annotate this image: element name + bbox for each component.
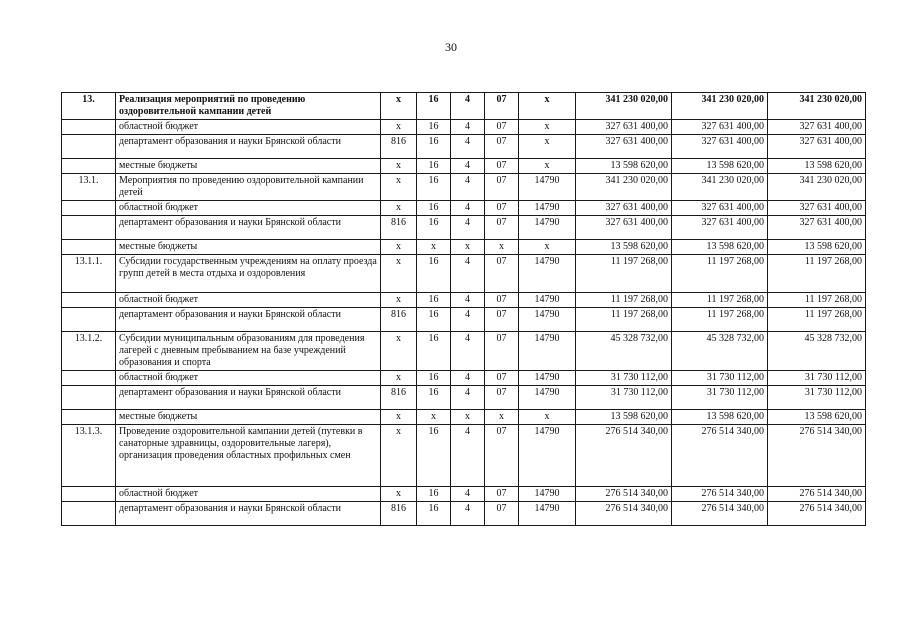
code-subprogram: 4 <box>451 159 485 174</box>
amount-year-2: 327 631 400,00 <box>672 120 768 135</box>
row-title: Проведение оздоровительной кампании детей (путевки в санаторные здравницы, оздоровительные лагеря), организация проведения областных профильных смен <box>116 425 381 487</box>
row-number: 13. <box>62 93 116 120</box>
code-grbs: х <box>381 174 417 201</box>
row-title: Субсидии государственным учреждениям на оплату проезда групп детей в места отдыха и оздоровления <box>116 255 381 293</box>
row-number <box>62 159 116 174</box>
code-subprogram: 4 <box>451 308 485 332</box>
code-grbs: 816 <box>381 135 417 159</box>
amount-year-2: 276 514 340,00 <box>672 502 768 526</box>
row-title: департамент образования и науки Брянской области <box>116 308 381 332</box>
amount-year-3: 327 631 400,00 <box>768 135 866 159</box>
row-title: областной бюджет <box>116 120 381 135</box>
code-program: 16 <box>417 216 451 240</box>
row-number <box>62 293 116 308</box>
code-section: 07 <box>485 201 519 216</box>
amount-year-2: 327 631 400,00 <box>672 201 768 216</box>
amount-year-1: 327 631 400,00 <box>576 201 672 216</box>
code-subprogram: 4 <box>451 487 485 502</box>
code-program: 16 <box>417 135 451 159</box>
amount-year-3: 13 598 620,00 <box>768 240 866 255</box>
table-row <box>62 120 866 135</box>
code-subprogram: 4 <box>451 174 485 201</box>
table-row <box>62 93 866 120</box>
amount-year-3: 327 631 400,00 <box>768 216 866 240</box>
amount-year-3: 341 230 020,00 <box>768 174 866 201</box>
code-section: 07 <box>485 120 519 135</box>
row-number <box>62 240 116 255</box>
row-number: 13.1.1. <box>62 255 116 293</box>
code-target: х <box>519 135 576 159</box>
code-subprogram: х <box>451 410 485 425</box>
code-grbs: 816 <box>381 308 417 332</box>
amount-year-3: 341 230 020,00 <box>768 93 866 120</box>
code-grbs: х <box>381 93 417 120</box>
row-title: Мероприятия по проведению оздоровительной кампании детей <box>116 174 381 201</box>
amount-year-3: 327 631 400,00 <box>768 201 866 216</box>
code-section: 07 <box>485 308 519 332</box>
amount-year-1: 276 514 340,00 <box>576 502 672 526</box>
code-subprogram: 4 <box>451 201 485 216</box>
code-section: 07 <box>485 255 519 293</box>
code-grbs: х <box>381 201 417 216</box>
amount-year-2: 31 730 112,00 <box>672 386 768 410</box>
table-row <box>62 293 866 308</box>
code-section: 07 <box>485 216 519 240</box>
code-program: 16 <box>417 502 451 526</box>
row-title: областной бюджет <box>116 201 381 216</box>
amount-year-1: 327 631 400,00 <box>576 135 672 159</box>
code-target: 14790 <box>519 201 576 216</box>
row-number <box>62 487 116 502</box>
amount-year-1: 11 197 268,00 <box>576 255 672 293</box>
amount-year-2: 341 230 020,00 <box>672 93 768 120</box>
code-target: 14790 <box>519 174 576 201</box>
code-program: 16 <box>417 201 451 216</box>
table-row <box>62 502 866 526</box>
row-title: местные бюджеты <box>116 240 381 255</box>
code-program: 16 <box>417 293 451 308</box>
code-section: 07 <box>485 174 519 201</box>
amount-year-2: 11 197 268,00 <box>672 255 768 293</box>
row-title: Реализация мероприятий по проведению оздоровительной кампании детей <box>116 93 381 120</box>
code-subprogram: 4 <box>451 425 485 487</box>
table-row <box>62 135 866 159</box>
code-target: 14790 <box>519 425 576 487</box>
code-subprogram: 4 <box>451 332 485 371</box>
code-program: 16 <box>417 425 451 487</box>
code-grbs: 816 <box>381 386 417 410</box>
table-row <box>62 371 866 386</box>
amount-year-3: 31 730 112,00 <box>768 386 866 410</box>
row-number <box>62 120 116 135</box>
table-body <box>62 93 866 526</box>
row-number <box>62 410 116 425</box>
amount-year-1: 45 328 732,00 <box>576 332 672 371</box>
row-title: областной бюджет <box>116 487 381 502</box>
amount-year-3: 45 328 732,00 <box>768 332 866 371</box>
code-target: 14790 <box>519 502 576 526</box>
code-subprogram: 4 <box>451 502 485 526</box>
table-row <box>62 216 866 240</box>
row-number <box>62 371 116 386</box>
code-subprogram: 4 <box>451 371 485 386</box>
code-grbs: х <box>381 410 417 425</box>
amount-year-2: 341 230 020,00 <box>672 174 768 201</box>
amount-year-1: 31 730 112,00 <box>576 386 672 410</box>
amount-year-1: 341 230 020,00 <box>576 174 672 201</box>
amount-year-2: 276 514 340,00 <box>672 487 768 502</box>
row-title: местные бюджеты <box>116 159 381 174</box>
code-subprogram: 4 <box>451 120 485 135</box>
code-subprogram: х <box>451 240 485 255</box>
code-subprogram: 4 <box>451 135 485 159</box>
row-title: областной бюджет <box>116 293 381 308</box>
code-grbs: х <box>381 240 417 255</box>
amount-year-2: 11 197 268,00 <box>672 308 768 332</box>
table-row <box>62 332 866 371</box>
code-section: 07 <box>485 135 519 159</box>
amount-year-2: 327 631 400,00 <box>672 216 768 240</box>
code-subprogram: 4 <box>451 216 485 240</box>
row-number <box>62 502 116 526</box>
code-program: 16 <box>417 255 451 293</box>
amount-year-3: 327 631 400,00 <box>768 120 866 135</box>
code-subprogram: 4 <box>451 255 485 293</box>
code-section: 07 <box>485 386 519 410</box>
amount-year-3: 11 197 268,00 <box>768 308 866 332</box>
code-target: 14790 <box>519 386 576 410</box>
code-section: х <box>485 240 519 255</box>
row-title: департамент образования и науки Брянской области <box>116 386 381 410</box>
code-subprogram: 4 <box>451 386 485 410</box>
amount-year-3: 276 514 340,00 <box>768 425 866 487</box>
amount-year-2: 13 598 620,00 <box>672 159 768 174</box>
code-program: 16 <box>417 308 451 332</box>
code-program: 16 <box>417 120 451 135</box>
code-section: 07 <box>485 425 519 487</box>
code-program: 16 <box>417 371 451 386</box>
code-grbs: х <box>381 293 417 308</box>
amount-year-1: 13 598 620,00 <box>576 240 672 255</box>
table-row <box>62 159 866 174</box>
code-subprogram: 4 <box>451 293 485 308</box>
amount-year-1: 11 197 268,00 <box>576 293 672 308</box>
code-program: 16 <box>417 332 451 371</box>
code-section: 07 <box>485 293 519 308</box>
amount-year-1: 31 730 112,00 <box>576 371 672 386</box>
amount-year-3: 31 730 112,00 <box>768 371 866 386</box>
row-title: департамент образования и науки Брянской области <box>116 135 381 159</box>
amount-year-2: 13 598 620,00 <box>672 410 768 425</box>
amount-year-2: 276 514 340,00 <box>672 425 768 487</box>
code-target: 14790 <box>519 293 576 308</box>
amount-year-3: 13 598 620,00 <box>768 159 866 174</box>
code-grbs: х <box>381 255 417 293</box>
amount-year-1: 276 514 340,00 <box>576 425 672 487</box>
table-row <box>62 174 866 201</box>
code-program: 16 <box>417 159 451 174</box>
code-section: 07 <box>485 371 519 386</box>
amount-year-2: 327 631 400,00 <box>672 135 768 159</box>
table-row <box>62 240 866 255</box>
table-row <box>62 386 866 410</box>
amount-year-3: 276 514 340,00 <box>768 502 866 526</box>
table-row <box>62 308 866 332</box>
row-number <box>62 135 116 159</box>
code-section: 07 <box>485 487 519 502</box>
code-section: 07 <box>485 93 519 120</box>
row-number: 13.1. <box>62 174 116 201</box>
table-row <box>62 201 866 216</box>
code-grbs: х <box>381 425 417 487</box>
code-target: 14790 <box>519 216 576 240</box>
amount-year-3: 11 197 268,00 <box>768 293 866 308</box>
code-grbs: 816 <box>381 216 417 240</box>
amount-year-1: 341 230 020,00 <box>576 93 672 120</box>
amount-year-1: 327 631 400,00 <box>576 120 672 135</box>
amount-year-1: 276 514 340,00 <box>576 487 672 502</box>
code-program: 16 <box>417 93 451 120</box>
code-target: 14790 <box>519 308 576 332</box>
code-grbs: х <box>381 487 417 502</box>
amount-year-1: 327 631 400,00 <box>576 216 672 240</box>
code-grbs: х <box>381 371 417 386</box>
code-program: 16 <box>417 174 451 201</box>
row-number <box>62 308 116 332</box>
code-target: х <box>519 410 576 425</box>
amount-year-2: 11 197 268,00 <box>672 293 768 308</box>
code-grbs: х <box>381 120 417 135</box>
code-target: 14790 <box>519 255 576 293</box>
code-target: х <box>519 120 576 135</box>
row-number <box>62 216 116 240</box>
code-program: х <box>417 240 451 255</box>
code-section: 07 <box>485 332 519 371</box>
row-number: 13.1.3. <box>62 425 116 487</box>
amount-year-3: 13 598 620,00 <box>768 410 866 425</box>
row-number <box>62 201 116 216</box>
table-row <box>62 410 866 425</box>
amount-year-2: 13 598 620,00 <box>672 240 768 255</box>
code-section: х <box>485 410 519 425</box>
row-title: Субсидии муниципальным образованиям для проведения лагерей с дневным пребыванием на базе учреждений образования и спорта <box>116 332 381 371</box>
code-grbs: 816 <box>381 502 417 526</box>
code-target: х <box>519 240 576 255</box>
table-row <box>62 487 866 502</box>
code-grbs: х <box>381 332 417 371</box>
code-subprogram: 4 <box>451 93 485 120</box>
code-target: 14790 <box>519 371 576 386</box>
page-number: 30 <box>445 40 457 54</box>
row-title: департамент образования и науки Брянской области <box>116 216 381 240</box>
amount-year-3: 11 197 268,00 <box>768 255 866 293</box>
table-row <box>62 425 866 487</box>
code-target: 14790 <box>519 487 576 502</box>
row-title: областной бюджет <box>116 371 381 386</box>
amount-year-1: 11 197 268,00 <box>576 308 672 332</box>
row-number: 13.1.2. <box>62 332 116 371</box>
amount-year-2: 31 730 112,00 <box>672 371 768 386</box>
code-target: 14790 <box>519 332 576 371</box>
code-target: х <box>519 93 576 120</box>
code-program: 16 <box>417 487 451 502</box>
budget-table <box>61 92 866 526</box>
code-section: 07 <box>485 502 519 526</box>
code-section: 07 <box>485 159 519 174</box>
amount-year-3: 276 514 340,00 <box>768 487 866 502</box>
code-grbs: х <box>381 159 417 174</box>
row-title: местные бюджеты <box>116 410 381 425</box>
amount-year-1: 13 598 620,00 <box>576 159 672 174</box>
row-number <box>62 386 116 410</box>
code-program: 16 <box>417 386 451 410</box>
row-title: департамент образования и науки Брянской области <box>116 502 381 526</box>
table-row <box>62 255 866 293</box>
amount-year-1: 13 598 620,00 <box>576 410 672 425</box>
code-program: х <box>417 410 451 425</box>
code-target: х <box>519 159 576 174</box>
amount-year-2: 45 328 732,00 <box>672 332 768 371</box>
